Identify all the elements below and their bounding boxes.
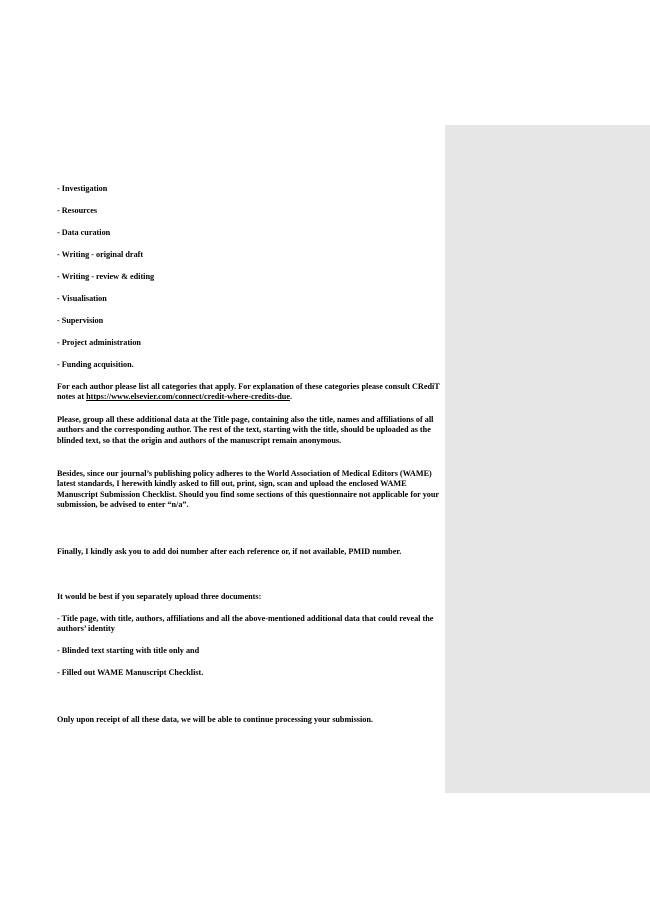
list-item: - Writing - original draft xyxy=(57,250,144,259)
title-page-paragraph: Please, group all these additional data at the Title page, containing also the title, names and affiliations of all authors and the corresponding author. The rest of the text, starting with the title, should be uploaded as the blinded text, so that the origin and authors of the manuscript remain anonymous. xyxy=(57,415,434,445)
list-item: - Supervision xyxy=(57,316,104,325)
list-item: - Investigation xyxy=(57,184,108,193)
closing-paragraph: Only upon receipt of all these data, we will be able to continue processing your submission. xyxy=(57,715,373,724)
credit-text: For each author please list all categories that apply. For explanation of these categories please consult CRediT notes at xyxy=(57,382,440,402)
credit-period: . xyxy=(290,392,293,402)
doc-item-title-page: - Title page, with title, authors, affiliations and all the above-mentioned additional data that could reveal the authors’ identity xyxy=(57,614,434,634)
list-item: - Funding acquisition. xyxy=(57,360,134,369)
doc-item-wame-checklist: - Filled out WAME Manuscript Checklist. xyxy=(57,668,204,677)
list-item: - Writing - review & editing xyxy=(57,272,155,281)
doi-paragraph: Finally, I kindly ask you to add doi number after each reference or, if not available, PMID number. xyxy=(57,547,402,556)
three-docs-intro: It would be best if you separately upload three documents: xyxy=(57,592,262,601)
credit-link[interactable]: https://www.elsevier.com/connect/credit-where-credits-due xyxy=(86,392,290,402)
list-item: - Resources xyxy=(57,206,98,215)
wame-paragraph: Besides, since our journal’s publishing policy adheres to the World Association of Medical Editors (WAME) latest standards, I herewith kindly asked to fill out, print, sign, scan and upload the enclosed WAME Manuscript Submission Checklist. Should you find some sections of this questionnaire not applicable for your submission, be advised to enter “n/a”. xyxy=(57,469,439,510)
comment-pane xyxy=(445,125,650,793)
credit-paragraph xyxy=(57,382,442,403)
list-item: - Data curation xyxy=(57,228,111,237)
list-item: - Visualisation xyxy=(57,294,107,303)
list-item: - Project administration xyxy=(57,338,141,347)
doc-item-blinded-text: - Blinded text starting with title only and xyxy=(57,646,200,655)
